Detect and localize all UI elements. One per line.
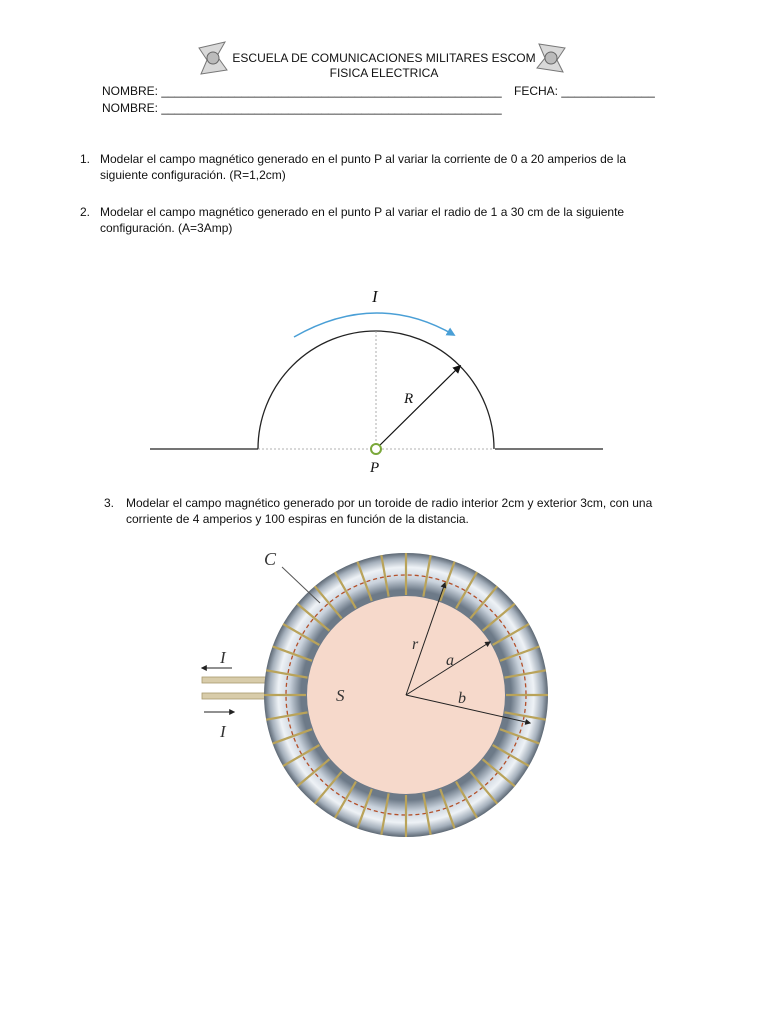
question-1 — [80, 151, 670, 185]
current-label: I — [372, 287, 378, 306]
current-in-label: I — [220, 722, 226, 741]
question-3 — [104, 495, 674, 529]
question-2 — [80, 204, 670, 238]
s-label: S — [336, 686, 345, 705]
point-label: P — [370, 460, 380, 476]
point-p — [371, 444, 381, 454]
question-number: 3. — [104, 496, 115, 510]
fecha-field[interactable]: FECHA: ______________ — [514, 84, 655, 98]
question-text: Modelar el campo magnético generado por un toroide de radio interior 2cm y exterior 3cm, con una corriente de 4 amperios y 100 espiras en función de la distancia. — [126, 496, 653, 526]
question-text: Modelar el campo magnético generado en el punto P al variar la corriente de 0 a 20 amperios de la siguiente configuración. (R=1,2cm) — [100, 152, 627, 182]
b-label: b — [458, 690, 466, 707]
toroid-diagram — [190, 545, 560, 845]
course-title: FISICA ELECTRICA — [329, 66, 439, 80]
nombre-field-1[interactable]: NOMBRE: ___________________________________________________ — [102, 84, 502, 98]
school-title: ESCUELA DE COMUNICACIONES MILITARES ESCOM — [232, 51, 536, 65]
r-label: r — [412, 636, 419, 653]
current-out-label: I — [220, 648, 226, 667]
c-pointer — [282, 567, 320, 603]
semicircle-loop-diagram — [140, 280, 620, 480]
nombre-field-2[interactable]: NOMBRE: ___________________________________________________ — [102, 101, 502, 115]
question-text: Modelar el campo magnético generado en el punto P al variar el radio de 1 a 30 cm de la siguiente configuración. (A=3Amp) — [100, 205, 625, 235]
a-label: a — [446, 652, 454, 669]
question-number: 1. — [80, 152, 91, 166]
c-label: C — [264, 549, 277, 569]
current-direction-arrow — [294, 313, 454, 337]
radius-label: R — [404, 391, 414, 407]
question-number: 2. — [80, 205, 91, 219]
radius-arrow — [376, 366, 460, 449]
